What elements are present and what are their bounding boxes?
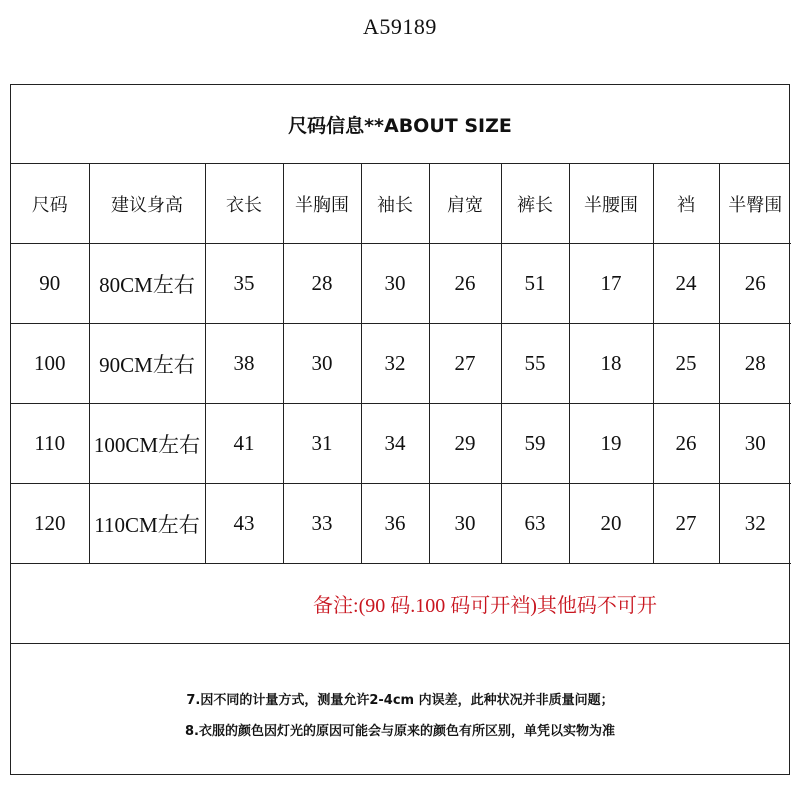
table-cell: 90CM左右 — [89, 324, 205, 404]
table-cell: 59 — [501, 404, 569, 484]
table-cell: 33 — [283, 484, 361, 564]
table-row — [11, 324, 791, 404]
table-cell: 27 — [429, 324, 501, 404]
table-cell: 18 — [569, 324, 653, 404]
table-cell: 19 — [569, 404, 653, 484]
table-cell: 120 — [11, 484, 89, 564]
header-cell: 裆 — [653, 164, 719, 244]
header-cell: 衣长 — [205, 164, 283, 244]
table-cell: 100CM左右 — [89, 404, 205, 484]
header-cell: 肩宽 — [429, 164, 501, 244]
table-cell: 38 — [205, 324, 283, 404]
footer-notes — [11, 644, 789, 774]
table-cell: 29 — [429, 404, 501, 484]
table-row — [11, 244, 791, 324]
crotch-note: 备注:(90 码.100 码可开裆)其他码不可开 — [11, 564, 789, 644]
table-cell: 30 — [719, 404, 791, 484]
footer-note-color: 8.衣服的颜色因灯光的原因可能会与原来的颜色有所区别，单凭以实物为准 — [185, 724, 615, 739]
size-chart — [10, 84, 790, 775]
table-cell: 51 — [501, 244, 569, 324]
table-cell: 36 — [361, 484, 429, 564]
table-cell: 80CM左右 — [89, 244, 205, 324]
table-cell: 35 — [205, 244, 283, 324]
table-cell: 110CM左右 — [89, 484, 205, 564]
table-cell: 110 — [11, 404, 89, 484]
table-cell: 25 — [653, 324, 719, 404]
table-cell: 32 — [719, 484, 791, 564]
footer-note-measurement: 7.因不同的计量方式，测量允许2-4cm 内误差，此种状况并非质量问题； — [186, 693, 614, 708]
table-cell: 20 — [569, 484, 653, 564]
table-cell: 27 — [653, 484, 719, 564]
header-cell: 半臀围 — [719, 164, 791, 244]
table-cell: 17 — [569, 244, 653, 324]
table-cell: 30 — [429, 484, 501, 564]
header-cell: 尺码 — [11, 164, 89, 244]
header-cell: 半腰围 — [569, 164, 653, 244]
table-cell: 24 — [653, 244, 719, 324]
header-cell: 建议身高 — [89, 164, 205, 244]
product-code: A59189 — [363, 14, 437, 39]
table-cell: 26 — [429, 244, 501, 324]
table-row — [11, 404, 791, 484]
table-cell: 34 — [361, 404, 429, 484]
table-cell: 30 — [283, 324, 361, 404]
table-header-row — [11, 164, 791, 244]
table-cell: 100 — [11, 324, 89, 404]
table-cell: 55 — [501, 324, 569, 404]
header-cell: 袖长 — [361, 164, 429, 244]
header-cell: 半胸围 — [283, 164, 361, 244]
table-cell: 41 — [205, 404, 283, 484]
size-chart-title: 尺码信息**ABOUT SIZE — [11, 85, 789, 164]
table-cell: 28 — [283, 244, 361, 324]
header-cell: 裤长 — [501, 164, 569, 244]
table-cell: 30 — [361, 244, 429, 324]
table-cell: 26 — [719, 244, 791, 324]
table-cell: 28 — [719, 324, 791, 404]
table-cell: 63 — [501, 484, 569, 564]
table-cell: 31 — [283, 404, 361, 484]
size-table — [11, 164, 791, 564]
table-cell: 43 — [205, 484, 283, 564]
table-cell: 26 — [653, 404, 719, 484]
table-row — [11, 484, 791, 564]
table-cell: 32 — [361, 324, 429, 404]
table-cell: 90 — [11, 244, 89, 324]
